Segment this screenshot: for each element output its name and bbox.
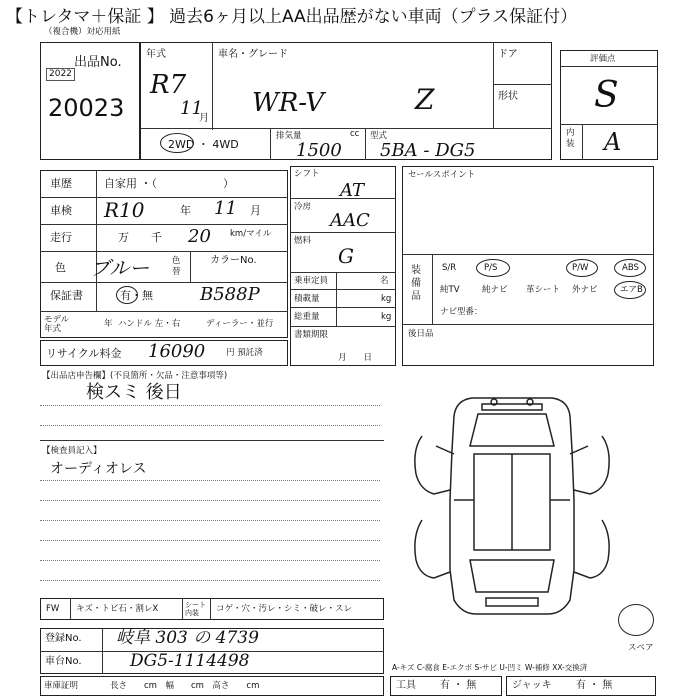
inspection-month-unit: 月 — [250, 204, 261, 217]
model-value: WR-V — [252, 88, 324, 118]
doc-unit: 月 日 — [338, 353, 373, 363]
sheet-items: コゲ・穴・汚レ・シミ・破レ・スレ — [216, 604, 353, 614]
rating-score: S — [594, 75, 619, 116]
displacement-value: 1500 — [296, 140, 342, 161]
mileage-value: 20 — [188, 226, 211, 247]
inspection-month: 11 — [214, 198, 237, 219]
model-year-label: モデル年式 — [44, 315, 70, 334]
ac-value: AAC — [330, 210, 370, 231]
warranty-options: 有・無 — [120, 289, 153, 302]
shape-label: 形状 — [498, 91, 518, 102]
reg-label: 登録No. — [45, 633, 82, 644]
inspection-label: 車検 — [50, 204, 72, 217]
car-diagram — [412, 390, 612, 620]
year-value: R7 — [150, 70, 187, 100]
recycle-label: リサイクル料金 — [46, 347, 122, 360]
warranty-label: 保証書 — [50, 289, 83, 302]
shift-label: シフト — [294, 169, 320, 179]
grade-value: Z — [415, 83, 435, 116]
ps-circle — [476, 259, 510, 277]
color-no-label: カラーNo. — [210, 255, 257, 266]
color-value: ブルー — [90, 256, 150, 280]
handle-label: ハンドル 左・右 — [118, 319, 181, 329]
usage-value: 自家用 ・（ ） — [104, 177, 234, 190]
ac-label: 冷房 — [294, 202, 312, 212]
year-badge: 2022 — [46, 68, 75, 81]
drive-options: 2WD ・ 4WD — [168, 138, 239, 151]
displacement-label: 排気量 — [276, 131, 302, 141]
jack-options: 有 ・ 無 — [576, 680, 613, 691]
equip-sr: S/R — [442, 263, 457, 273]
load-label: 積載量 — [294, 294, 320, 304]
sheet-label: シート内装 — [185, 601, 206, 617]
model-year-unit: 年 — [104, 319, 113, 329]
tools-options: 有 ・ 無 — [440, 680, 477, 691]
equip-leather: 革シート — [526, 285, 561, 295]
equip-ps: P/S — [484, 263, 498, 273]
gross-unit: kg — [381, 312, 392, 322]
month-value: 11 — [180, 98, 203, 119]
spare-tire — [618, 604, 654, 636]
date-label: 後日品 — [408, 329, 434, 339]
shift-value: AT — [340, 180, 365, 201]
fw-items: キズ・トビ石・割レX — [76, 604, 159, 614]
2wd-circle — [160, 133, 194, 153]
warranty-circle — [116, 286, 138, 304]
fuel-label: 燃料 — [294, 236, 312, 246]
door-label: ドア — [498, 49, 518, 60]
equip-pw: P/W — [572, 263, 589, 273]
load-unit: kg — [381, 294, 392, 304]
fuel-value: G — [338, 244, 354, 268]
color-label: 色 — [55, 261, 66, 274]
capacity-unit: 名 — [380, 276, 389, 286]
lot-number: 20023 — [48, 94, 125, 122]
year-label: 年式 — [146, 49, 166, 60]
sales-points-label: セールスポイント — [408, 170, 476, 180]
pw-circle — [566, 259, 598, 277]
color-change-label: 色替 — [172, 256, 181, 277]
abs-circle — [614, 259, 646, 277]
inspection-year-unit: 年 — [180, 204, 191, 217]
equip-ext-navi: 外ナビ — [572, 285, 598, 295]
sheet-title: 【トレタマ＋保証 】 過去6ヶ月以上AA出品歴がない車両（プラス保証付） — [6, 7, 578, 27]
dealer-label: ディーラー・並行 — [206, 319, 274, 329]
fw-label: FW — [46, 604, 60, 614]
airbag-circle — [614, 281, 646, 299]
reg-value: 岐阜 303 の 4739 — [116, 628, 259, 648]
equipment-label: 装備品 — [411, 265, 421, 302]
usage-label: 車歴 — [50, 177, 72, 190]
history-box — [40, 170, 288, 338]
inspector-value: オーディオレス — [50, 461, 147, 477]
month-unit: 月 — [199, 113, 209, 124]
interior-value: A — [604, 128, 622, 156]
damage-codes: A-キズ C-腐食 E-エクボ S-サビ U-凹ミ W-補修 XX-交換済 — [392, 663, 588, 672]
declaration-label: 【出品店申告欄】(不良箇所・欠品・注意事項等) — [42, 371, 228, 381]
displacement-unit: cc — [350, 129, 360, 139]
spare-label: スペア — [628, 643, 654, 653]
size-fields: 長さ cm 幅 cm 高さ cm — [110, 681, 260, 691]
type-value: 5BA - DG5 — [380, 140, 476, 161]
navi-label: ナビ型番： — [440, 307, 483, 317]
model-label: 車名・グレード — [218, 49, 288, 60]
chassis-label: 車台No. — [45, 656, 82, 667]
inspection-era: R10 — [104, 198, 145, 222]
recycle-value: 16090 — [148, 341, 206, 362]
size-label: 車庫証明 — [44, 681, 79, 691]
mileage-unit: km/マイル — [230, 229, 272, 239]
rating-label: 評価点 — [590, 54, 616, 64]
type-label: 型式 — [370, 131, 388, 141]
equip-abs: ABS — [622, 263, 639, 273]
doc-label: 書類期限 — [294, 330, 329, 340]
paper-note: （複合機）対応用紙 — [44, 27, 121, 37]
mileage-units: 万 千 — [118, 231, 162, 244]
recycle-unit: 円 預託済 — [226, 348, 263, 358]
color-code-value: B588P — [200, 284, 260, 305]
lot-label: 出品No. — [74, 55, 122, 70]
jack-label: ジャッキ — [512, 680, 552, 691]
capacity-label: 乗車定員 — [294, 276, 329, 286]
equip-tv: 純TV — [440, 285, 460, 295]
inspector-label: 【検査員記入】 — [42, 446, 102, 456]
equip-airbag: エアB — [620, 285, 643, 295]
mileage-label: 走行 — [50, 231, 72, 244]
declaration-value: 検スミ 後日 — [86, 382, 182, 403]
interior-label: 内装 — [566, 128, 575, 149]
equip-navi: 純ナビ — [482, 285, 508, 295]
gross-label: 総重量 — [294, 312, 320, 322]
chassis-value: DG5-1114498 — [130, 651, 250, 671]
tools-label: 工具 — [396, 680, 416, 691]
